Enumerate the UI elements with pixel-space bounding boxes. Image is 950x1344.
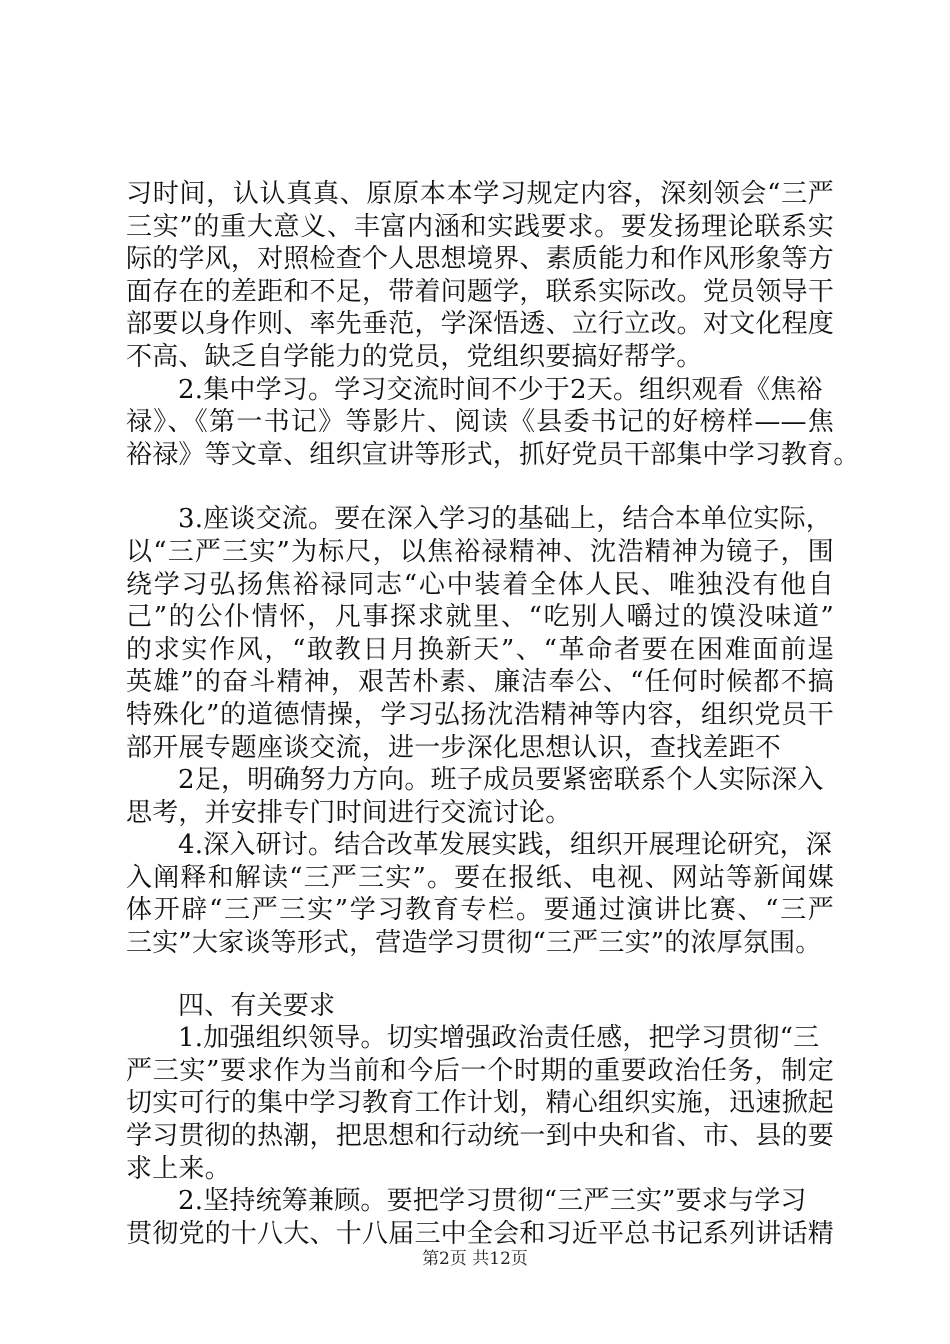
text-line: 入阐释和解读“三严三实”。要在报纸、电视、网站等新闻媒 <box>126 862 834 893</box>
text-line: 禄》、《第一书记》等影片、阅读《县委书记的好榜样——焦 <box>126 407 834 438</box>
body-text <box>126 178 860 1250</box>
text-line: 英雄”的奋斗精神，艰苦朴素、廉洁奉公、“任何时候都不搞 <box>126 667 834 698</box>
section-heading: 四、有关要求 <box>178 990 336 1021</box>
text-line: 绕学习弘扬焦裕禄同志“心中装着全体人民、唯独没有他自 <box>126 569 834 600</box>
text-line: 不高、缺乏自学能力的党员，党组织要搞好帮学。 <box>126 341 703 372</box>
paragraph-heading: 2.集中学习。学习交流时间不少于2天。组织观看《焦裕 <box>178 374 823 405</box>
text-line: 际的学风，对照检查个人思想境界、素质能力和作风形象等方 <box>126 244 834 275</box>
text-line: 严三实”要求作为当前和今后一个时期的重要政治任务，制定 <box>126 1055 834 1086</box>
text-line: 三实”的重大意义、丰富内涵和实践要求。要发扬理论联系实 <box>126 211 834 242</box>
text-line: 特殊化”的道德情操，学习弘扬沈浩精神等内容，组织党员干 <box>126 699 834 730</box>
text-line: 2足，明确努力方向。班子成员要紧密联系个人实际深入 <box>178 765 824 796</box>
text-line: 贯彻党的十八大、十八届三中全会和习近平总书记系列讲话精 <box>126 1218 834 1249</box>
text-line: 求上来。 <box>126 1153 231 1184</box>
text-line: 习时间，认认真真、原原本本学习规定内容，深刻领会“三严 <box>126 179 834 209</box>
text-line: 部开展专题座谈交流，进一步深化思想认识，查找差距不 <box>126 732 782 763</box>
paragraph-gap <box>126 471 834 503</box>
page-number-footer: 第2页 共12页 <box>422 1249 528 1269</box>
paragraph-heading: 3.座谈交流。要在深入学习的基础上，结合本单位实际， <box>178 504 833 535</box>
text-line: 己”的公仆情怀，凡事探求就里、“吃别人嚼过的馍没味道” <box>126 602 834 633</box>
text-line: 三实”大家谈等形式，营造学习贯彻“三严三实”的浓厚氛围。 <box>126 928 822 959</box>
text-line: 思考，并安排专门时间进行交流讨论。 <box>126 797 572 828</box>
text-line: 体开辟“三严三实”学习教育专栏。要通过演讲比赛、“三严 <box>126 895 834 926</box>
paragraph-heading: 2.坚持统筹兼顾。要把学习贯彻“三严三实”要求与学习 <box>178 1186 807 1217</box>
text-line: 部要以身作则、率先垂范，学深悟透、立行立改。对文化程度 <box>126 309 834 340</box>
text-line: 裕禄》等文章、组织宣讲等形式，抓好党员干部集中学习教育。 <box>126 439 860 470</box>
text-line: 切实可行的集中学习教育工作计划，精心组织实施，迅速掀起 <box>126 1088 834 1119</box>
text-line: 以“三严三实”为标尺，以焦裕禄精神、沈浩精神为镜子，围 <box>126 536 834 567</box>
text-line: 面存在的差距和不足，带着问题学，联系实际改。党员领导干 <box>126 276 834 307</box>
paragraph-heading: 1.加强组织领导。切实增强政治责任感，把学习贯彻“三 <box>178 1023 820 1054</box>
paragraph-heading: 4.深入研讨。结合改革发展实践，组织开展理论研究，深 <box>178 830 833 861</box>
text-line: 学习贯彻的热潮，把思想和行动统一到中央和省、市、县的要 <box>126 1121 834 1152</box>
paragraph-gap <box>126 960 834 990</box>
text-line: 的求实作风，“敢教日月换新天”、“革命者要在困难面前逞 <box>126 634 834 665</box>
